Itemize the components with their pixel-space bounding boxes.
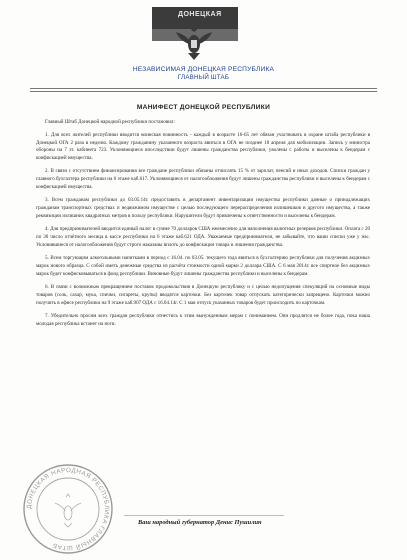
org-name: НЕЗАВИСИМАЯ ДОНЕЦКАЯ РЕСПУБЛИКА (132, 66, 275, 73)
intro-paragraph: Главный Штаб Донецкой народной республики постановил: (45, 119, 175, 125)
decree-item: 6. В связи с возможным прекращением поставок продовольствия в Донецкую республику и с целью недопущения спекуляций на основные виды товаров (соль, сахар, мука, спички, сигареты, крупы) вводятся карточки. Без карточек товар отпускать категорически запрещено. Карточки можно получить в офисе республики на 9 этаже каб.907 ОДА с 16.04.14г. С 1 мая отпуск указанных товаров будет происходить по карточкам. (36, 284, 370, 306)
banner-text: ДОНЕЦКАЯ (178, 11, 222, 18)
org-division: ГЛАВНЫЙ ШТАБ (177, 74, 230, 81)
organization-header (0, 66, 407, 82)
signature-line (124, 515, 284, 516)
signature: Ваш народный губернатор Денис Пушилин (138, 519, 262, 526)
decree-item: 7. Убедительно просим всех граждан республики отнестись к этим вынужденным мерам с пониманием. Они продлятся не более года, пока наша молодая республика встанет на ноги. (36, 312, 370, 327)
stamp-ring-text: ДОНЕЦКАЯ НАРОДНАЯ РЕСПУБЛИКА ГЛАВНЫЙ ШТАБ (25, 466, 111, 552)
decree-item: 4. Для предпринимателей вводится единый налог в сумме 70 долларов США ежемесячно для наполнения валютных резервов республики. Оплата с 20 по 30 число отчётного месяца в кассе республики на 6 этаже каб.621 ОДА. Уважаемые предприниматели, не забывайте, что ваши списки уже у нас. Уклонившиеся от налогообложения будут строго наказаны вплоть до конфискации товара и лишения гражданства. (36, 226, 370, 248)
header-divider-thin (30, 91, 377, 92)
document-title: МАНИФЕСТ ДОНЕЦКОЙ РЕСПУБЛИКИ (136, 104, 271, 111)
header-divider (30, 88, 377, 89)
document-body (36, 119, 370, 334)
eagle-emblem-icon (172, 20, 216, 64)
decree-item: 1. Для всех жителей республики вводится воинская повинность - каждый в возрасте 16-65 лет обязан участвовать в охране штаба республики в Донецкой ОГА 2 раза в неделю. Каждому гражданину указанного возраста явиться в ОГА не позднее 18 апреля для мобилизации. Запись у министра обороны на 7 эт. кабинета 723. Уклоняющиеся впоследствии будут лишены гражданства республики, уволены с работы и выселены к бендерам с конфискацией имущества. (36, 131, 370, 162)
svg-text:ДОНЕЦКАЯ НАРОДНАЯ РЕСПУБЛИКА Г (26, 467, 110, 551)
official-stamp (22, 463, 114, 555)
decree-item: 5. Всем торгующим алкогольными напитками в период с 16.04. по 03.05. текущего года явиться в бухгалтерию республики для получения акцизных марок нового образца. С собой иметь денежные средства из расчёта стоимости одной марки 2 доллара США. С 6 мая 2014г. все спиртное без акцизных марок будет конфисковываться в фонд республики. Виновные будут лишены гражданства республики и выселены к бендерам. (36, 255, 370, 277)
decree-item: 2. В связи с отсутствием финансирования все граждане республики обязаны отчислять 15 % от зарплат, пенсий и иных доходов. Списки граждан у главного бухгалтера республики на 6 этаже каб.617. Уклоняющиеся от налогообложения будут лишены гражданства республики и выселены к бендерам с конфискацией имущества. (36, 168, 370, 191)
decree-item: 3. Всем гражданам республики до 03.05.14г. предоставить в департамент инвентаризации имущества республики данные о принадлежащих гражданам транспортных средствах и недвижимом имуществе с целью последующего перераспределения излишешков и другого имущества, а также реквизиции излишних квадратных метров в пользу республики. Нарушители будут привлечены к ответственности и выселены к бендерам. (36, 197, 370, 219)
